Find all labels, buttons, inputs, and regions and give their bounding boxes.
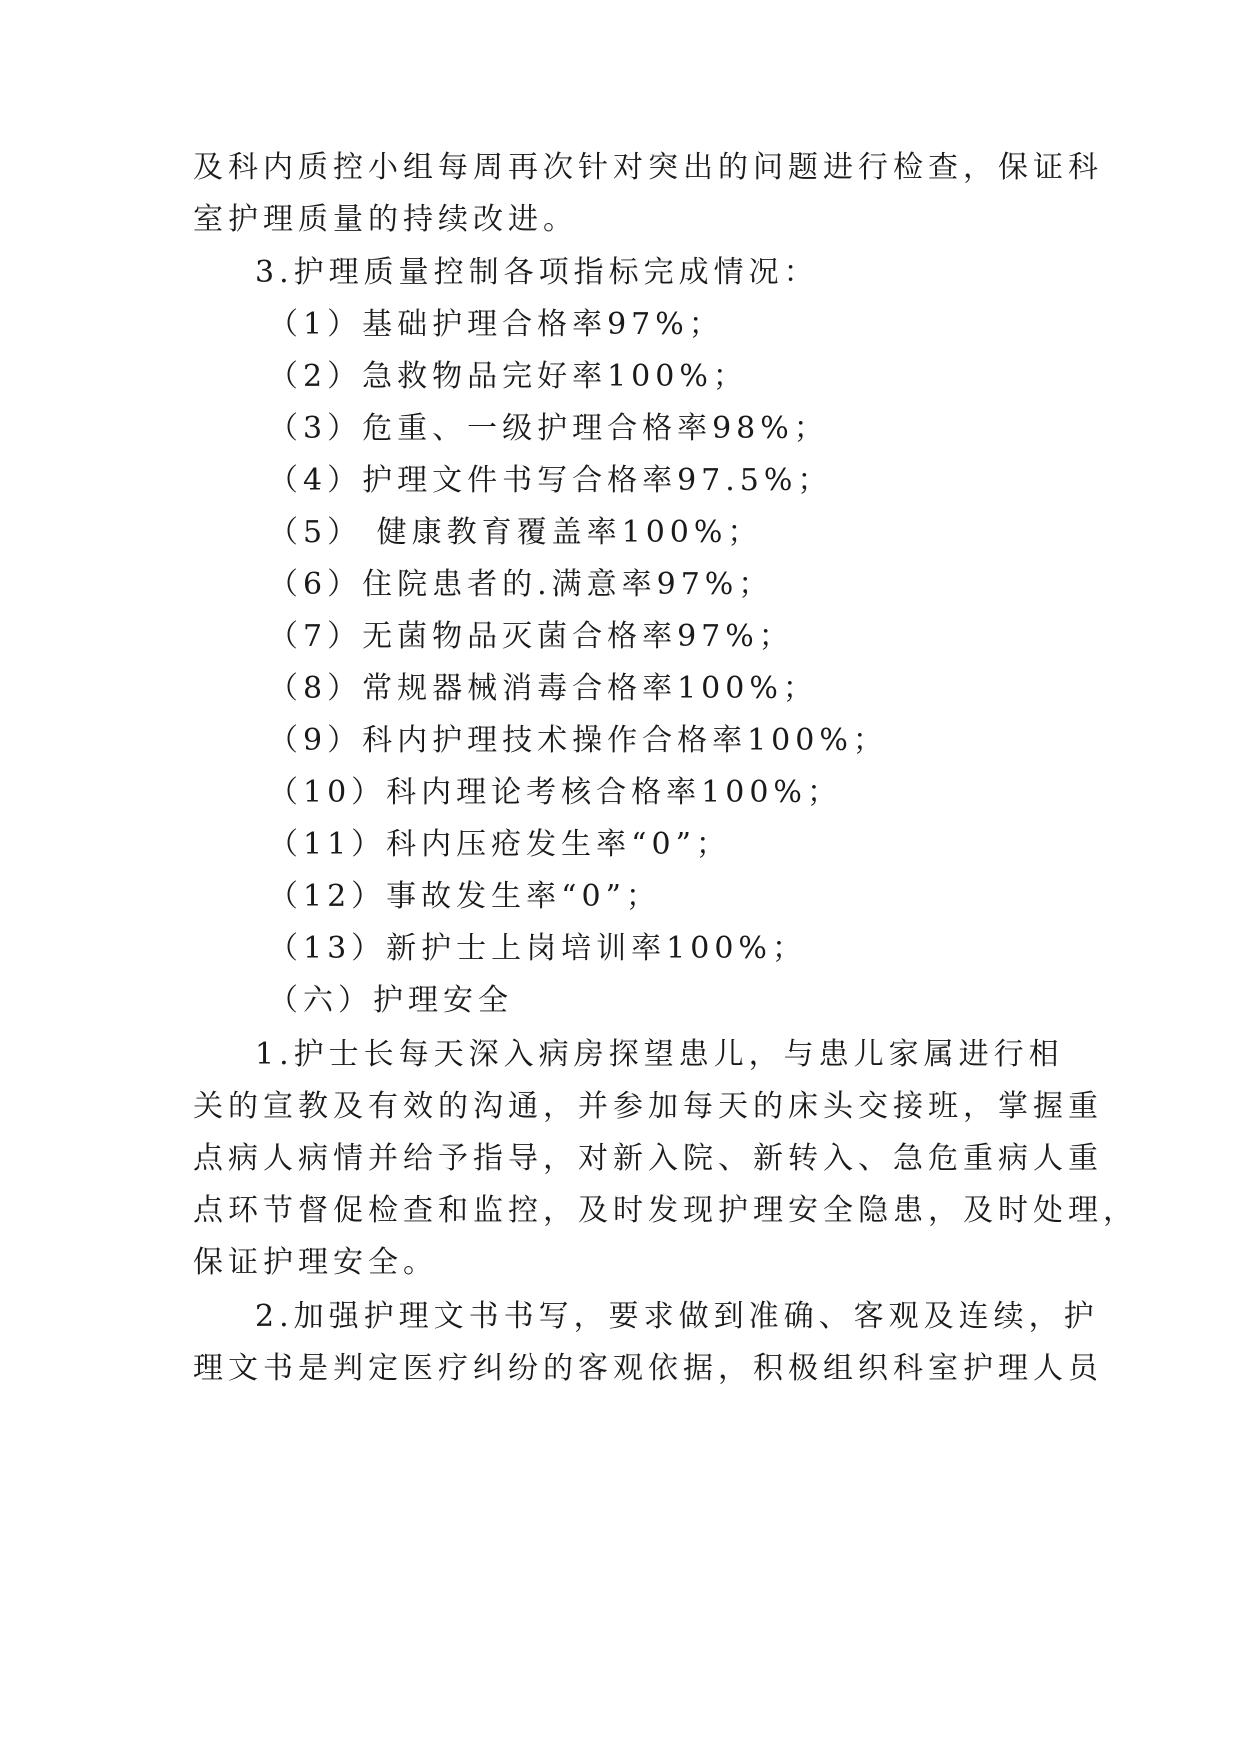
list-item: （10）科内理论考核合格率100%； — [268, 775, 842, 810]
list-item: （12）事故发生率“0”； — [268, 879, 661, 914]
list-item: （7）无菌物品灭菌合格率97%； — [268, 619, 794, 654]
section-heading: （六）护理安全 — [268, 983, 513, 1018]
paragraph-line: 1.护士长每天深入病房探望患儿，与患儿家属进行相 — [255, 1037, 1064, 1072]
paragraph-line: 理文书是判定医疗纠纷的客观依据，积极组织科室护理人员 — [193, 1351, 1103, 1386]
list-item: （1）基础护理合格率97%； — [268, 307, 724, 342]
list-item: （11）科内压疮发生率“0”； — [268, 827, 731, 862]
paragraph-line: 2.加强护理文书书写，要求做到准确、客观及连续，护 — [255, 1299, 1099, 1334]
list-item: （4）护理文件书写合格率97.5%； — [268, 463, 833, 498]
paragraph-line: 点病人病情并给予指导，对新入院、新转入、急危重病人重 — [193, 1141, 1103, 1176]
paragraph-line: 室护理质量的持续改进。 — [193, 202, 578, 237]
list-item: （3）危重、一级护理合格率98%； — [268, 411, 829, 446]
paragraph-line: 点环节督促检查和监控，及时发现护理安全隐患，及时处理， — [193, 1193, 1138, 1228]
paragraph-line: 及科内质控小组每周再次针对突出的问题进行检查，保证科 — [193, 150, 1103, 185]
list-item: （9）科内护理技术操作合格率100%； — [268, 723, 888, 758]
list-item: （13）新护士上岗培训率100%； — [268, 931, 807, 966]
list-item: （6）住院患者的.满意率97%； — [268, 567, 774, 602]
paragraph-line: 保证护理安全。 — [193, 1245, 438, 1280]
paragraph-line: 关的宣教及有效的沟通，并参加每天的床头交接班，掌握重 — [193, 1089, 1103, 1124]
section-heading: 3.护理质量控制各项指标完成情况： — [255, 255, 819, 290]
list-item: （2）急救物品完好率100%； — [268, 359, 748, 394]
list-item: （5） 健康教育覆盖率100%； — [268, 515, 763, 550]
list-item: （8）常规器械消毒合格率100%； — [268, 671, 818, 706]
